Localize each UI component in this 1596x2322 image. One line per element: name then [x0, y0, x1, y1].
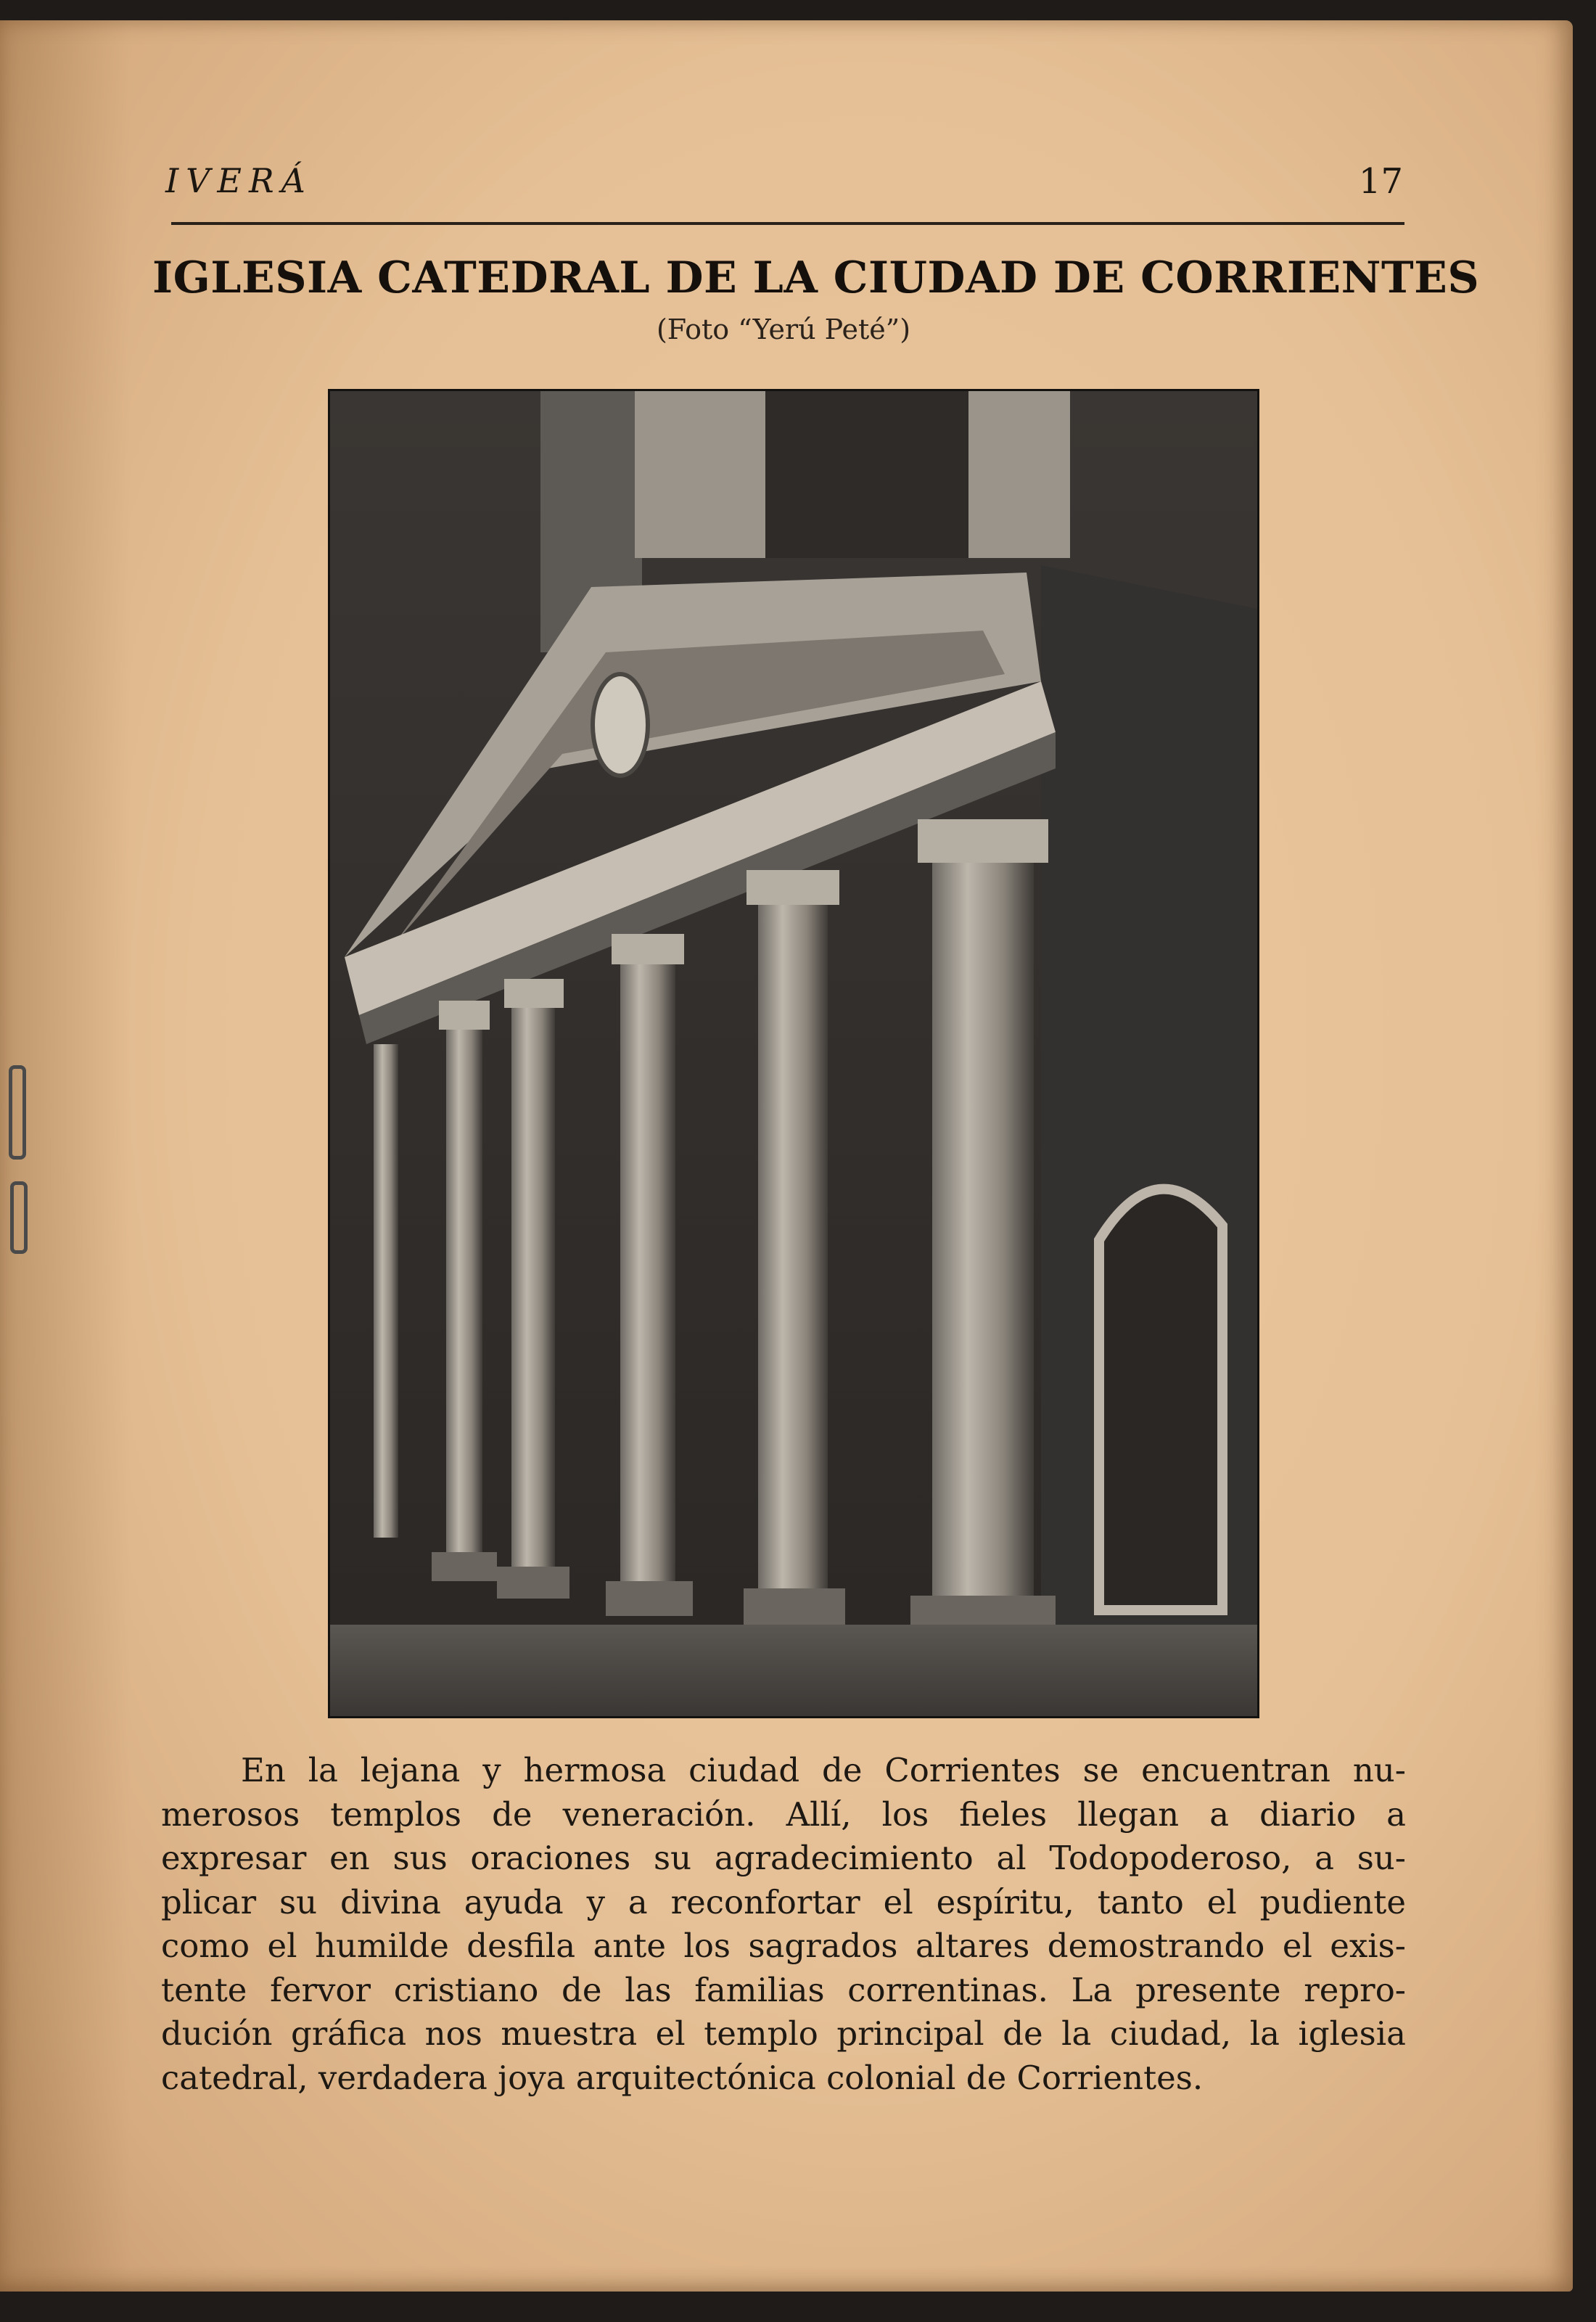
- cathedral-photo: [328, 389, 1259, 1718]
- body-line: expresar en sus oraciones su agradecimiento al Todopoderoso, a su-: [161, 1839, 1406, 1877]
- body-line: plicar su divina ayuda y a reconfortar el espíritu, tanto el pudiente: [161, 1882, 1406, 1921]
- photo-credit: (Foto “Yerú Peté”): [656, 313, 911, 345]
- publication-title: IVERÁ: [165, 161, 313, 200]
- running-head: [165, 161, 1403, 219]
- article-body: [161, 1749, 1406, 2100]
- body-line: como el humilde desfila ante los sagrados altares demostrando el exis-: [161, 1927, 1406, 1965]
- article-title: IGLESIA CATEDRAL DE LA CIUDAD DE CORRIENTES: [152, 253, 1480, 303]
- body-line: catedral, verdadera joya arquitectónica colonial de Corrientes.: [161, 2058, 1204, 2097]
- body-line: En la lejana y hermosa ciudad de Corrientes se encuentran nu-: [241, 1751, 1406, 1789]
- staple-icon: [10, 1181, 28, 1254]
- body-line: dución gráfica nos muestra el templo principal de la ciudad, la iglesia: [161, 2014, 1406, 2053]
- body-line: tente fervor cristiano de las familias correntinas. La presente repro-: [161, 1970, 1406, 2009]
- page-number: 17: [1358, 161, 1403, 202]
- staple-icon: [9, 1065, 26, 1160]
- body-line: merosos templos de veneración. Allí, los fieles llegan a diario a: [161, 1794, 1406, 1834]
- header-rule: [171, 222, 1404, 225]
